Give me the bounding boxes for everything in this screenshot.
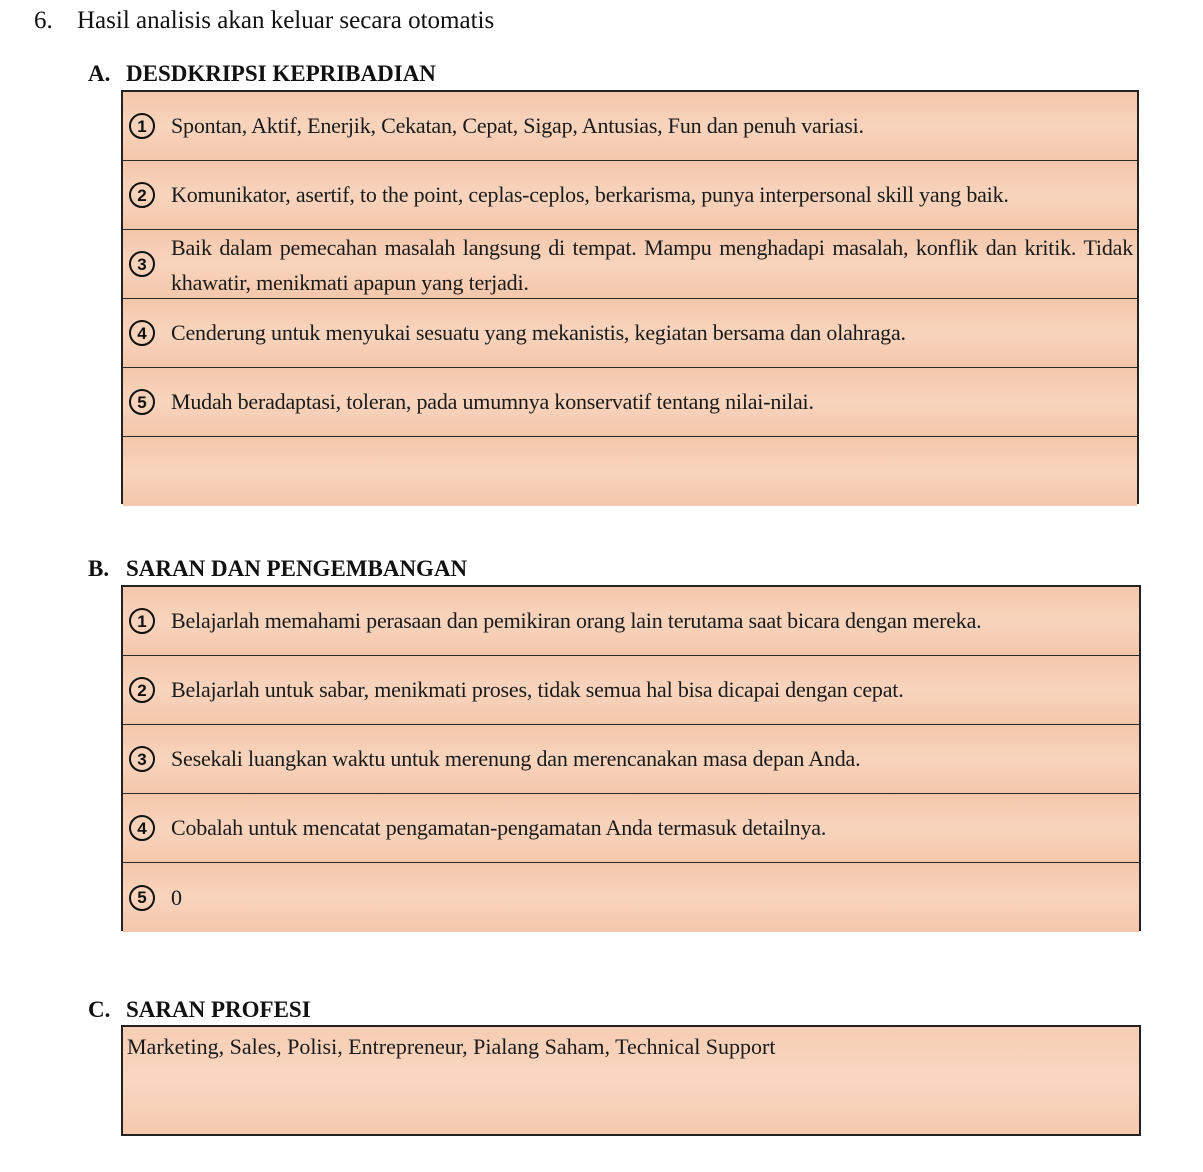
- section-a-letter: A.: [88, 61, 111, 86]
- pengembangan-table: [121, 585, 1141, 931]
- pengembangan-text-4: Cobalah untuk mencatat pengamatan-pengamatan Anda termasuk detailnya.: [171, 815, 827, 840]
- section-a-heading: [88, 59, 436, 89]
- profesi-box: [121, 1025, 1141, 1136]
- number-5-icon: 5: [129, 885, 155, 911]
- pengembangan-text-3: Sesekali luangkan waktu untuk merenung dan merencanakan masa depan Anda.: [171, 746, 861, 771]
- number-4-icon: 4: [129, 815, 155, 841]
- kepribadian-table: [121, 90, 1139, 504]
- section-c-title: SARAN PROFESI: [126, 997, 311, 1022]
- kepribadian-row-empty: [123, 437, 1137, 506]
- section-b-letter: B.: [88, 556, 110, 581]
- kepribadian-text-1: Spontan, Aktif, Enerjik, Cekatan, Cepat, Sigap, Antusias, Fun dan penuh variasi.: [171, 113, 864, 138]
- step-number: 6.: [34, 7, 53, 34]
- pengembangan-text-2: Belajarlah untuk sabar, menikmati proses, tidak semua hal bisa dicapai dengan cepat.: [171, 677, 904, 702]
- number-1-icon: 1: [129, 608, 155, 634]
- kepribadian-row-5: [123, 368, 1137, 437]
- number-4-icon: 4: [129, 320, 155, 346]
- section-b-heading: [88, 554, 467, 584]
- number-2-icon: 2: [129, 182, 155, 208]
- number-3-icon: 3: [129, 251, 155, 277]
- kepribadian-row-4: [123, 299, 1137, 368]
- kepribadian-text-3: Baik dalam pemecahan masalah langsung di tempat. Mampu menghadapi masalah, konflik dan kritik. Tidak khawatir, menikmati apapun yang terjadi.: [171, 235, 1133, 295]
- kepribadian-text-2: Komunikator, asertif, to the point, ceplas-ceplos, berkarisma, punya interpersonal skill yang baik.: [171, 182, 1009, 207]
- pengembangan-row-5: [123, 863, 1139, 932]
- number-3-icon: 3: [129, 746, 155, 772]
- kepribadian-text-4: Cenderung untuk menyukai sesuatu yang mekanistis, kegiatan bersama dan olahraga.: [171, 320, 906, 345]
- kepribadian-row-1: [123, 92, 1137, 161]
- step-text: Hasil analisis akan keluar secara otomatis: [77, 7, 495, 34]
- section-c-letter: C.: [88, 997, 111, 1022]
- section-c-heading: [88, 995, 311, 1025]
- pengembangan-text-1: Belajarlah memahami perasaan dan pemikiran orang lain terutama saat bicara dengan mereka.: [171, 608, 982, 633]
- pengembangan-text-5: 0: [171, 884, 182, 910]
- pengembangan-row-2: [123, 656, 1139, 725]
- number-2-icon: 2: [129, 677, 155, 703]
- section-b-title: SARAN DAN PENGEMBANGAN: [126, 556, 468, 581]
- step-heading: [34, 4, 494, 38]
- section-a-title: DESDKRIPSI KEPRIBADIAN: [126, 61, 436, 86]
- kepribadian-row-2: [123, 161, 1137, 230]
- pengembangan-row-3: [123, 725, 1139, 794]
- number-5-icon: 5: [129, 389, 155, 415]
- pengembangan-row-4: [123, 794, 1139, 863]
- profesi-text: Marketing, Sales, Polisi, Entrepreneur, Pialang Saham, Technical Support: [127, 1034, 776, 1059]
- kepribadian-text-5: Mudah beradaptasi, toleran, pada umumnya konservatif tentang nilai-nilai.: [171, 389, 814, 414]
- kepribadian-row-3: [123, 230, 1137, 299]
- pengembangan-row-1: [123, 587, 1139, 656]
- number-1-icon: 1: [129, 113, 155, 139]
